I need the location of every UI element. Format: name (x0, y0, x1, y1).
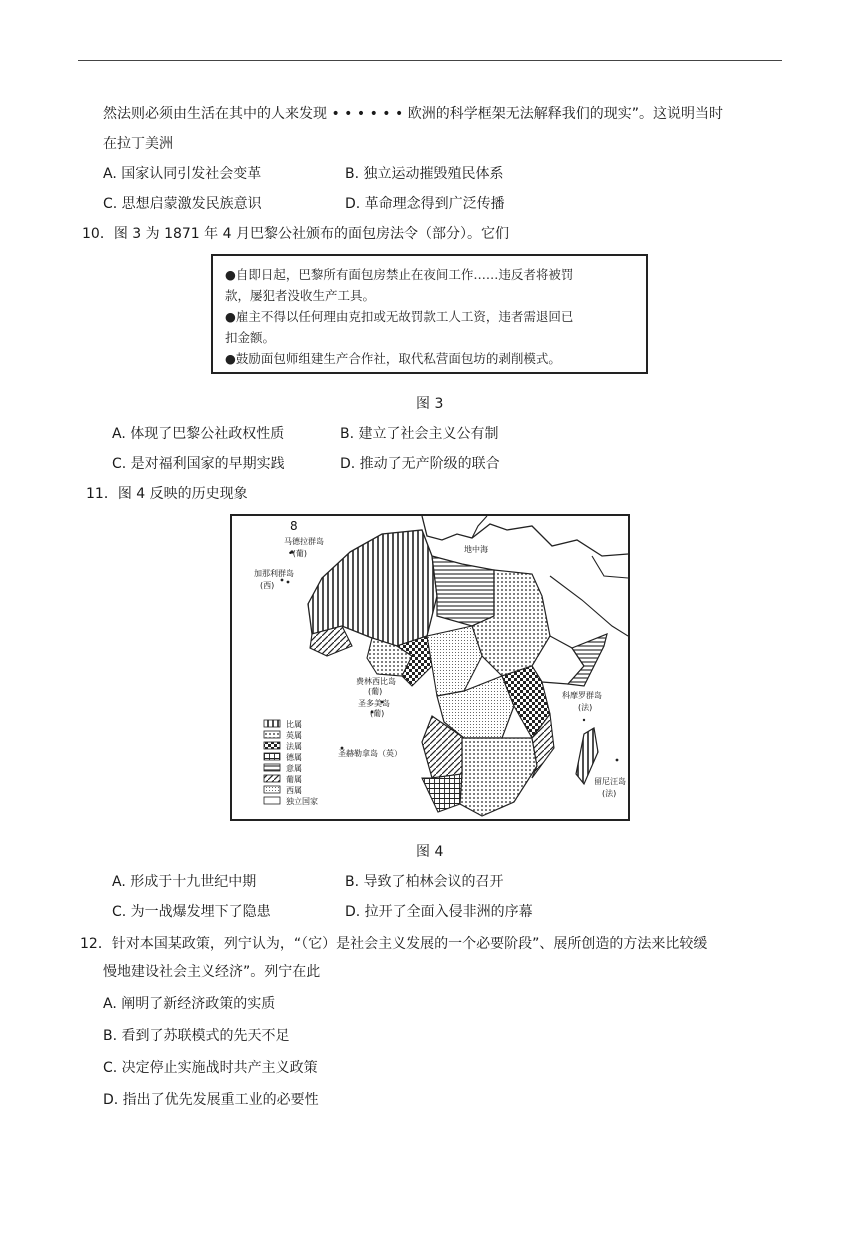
europe-coastline (422, 516, 628, 556)
label-comoros-owner: (法) (578, 703, 593, 712)
label-st-helena: 圣赫勒拿岛（英） (338, 749, 402, 758)
q9-option-b[interactable]: B. 独立运动摧毁殖民体系 (345, 166, 504, 182)
q9-option-a[interactable]: A. 国家认同引发社会变革 (103, 166, 262, 182)
decree-line: ●自即日起，巴黎所有面包房禁止在夜间工作……违反者将被罚 (225, 267, 574, 282)
q12-option-c[interactable]: C. 决定停止实施战时共产主义政策 (103, 1060, 318, 1076)
decree-line: 扣金额。 (225, 330, 276, 345)
label-sao-tome-owner: (葡) (370, 709, 385, 718)
label-canary: 加那利群岛 (254, 569, 294, 578)
legend-label: 英属 (286, 731, 302, 740)
label-reunion-owner: (法) (602, 789, 617, 798)
q12-option-b[interactable]: B. 看到了苏联模式的先天不足 (103, 1028, 290, 1044)
label-madeira-owner: •(葡) (288, 549, 307, 558)
q10-option-c[interactable]: C. 是对福利国家的早期实践 (112, 456, 285, 472)
label-reunion: 留尼汪岛 (594, 777, 626, 786)
header-rule (78, 60, 782, 61)
region-british-south (460, 738, 537, 816)
q9-option-c[interactable]: C. 思想启蒙激发民族意识 (103, 196, 262, 212)
q10-option-d[interactable]: D. 推动了无产阶级的联合 (340, 456, 500, 472)
legend-label: 德属 (286, 753, 302, 762)
q9-option-d[interactable]: D. 革命理念得到广泛传播 (345, 196, 505, 212)
label-comoros: 科摩罗群岛 (562, 691, 602, 700)
region-german-southwest (422, 774, 462, 812)
q9-stem-line1: 然法则必须由生活在其中的人来发现 • • • • • • 欧洲的科学框架无法解释我们的现实”。这说明当时 (103, 106, 723, 122)
decree-line: 款，屡犯者没收生产工具。 (225, 288, 376, 303)
q11-option-b[interactable]: B. 导致了柏林会议的召开 (345, 874, 504, 890)
label-madeira: 马德拉群岛 (284, 537, 324, 546)
legend-label: 独立国家 (286, 797, 318, 806)
q9-stem-line2: 在拉丁美洲 (103, 136, 173, 152)
q10-stem: 10．图 3 为 1871 年 4 月巴黎公社颁布的面包房法令（部分）。它们 (82, 226, 509, 242)
legend-label: 意属 (286, 764, 302, 773)
label-canary-owner: (西) (260, 581, 275, 590)
label-sao-tome: 圣多美岛 (358, 699, 390, 708)
q10-option-b[interactable]: B. 建立了社会主义公有制 (340, 426, 499, 442)
map-legend (264, 719, 318, 806)
region-madagascar (576, 728, 598, 784)
q11-option-c[interactable]: C. 为一战爆发埋下了隐患 (112, 904, 271, 920)
q10-option-a[interactable]: A. 体现了巴黎公社政权性质 (112, 426, 285, 442)
region-french-west (308, 530, 437, 646)
region-italian-north (432, 556, 494, 626)
decree-figure (211, 254, 648, 374)
legend-label: 比属 (286, 720, 302, 729)
decree-line: ●鼓励面包师组建生产合作社，取代私营面包坊的剥削模式。 (225, 351, 561, 366)
q11-stem: 11．图 4 反映的历史现象 (86, 486, 248, 502)
region-french-equatorial (427, 626, 482, 696)
figure-3-caption: 图 3 (416, 396, 444, 412)
label-mediterranean: 地中海 (464, 545, 488, 554)
q11-option-a[interactable]: A. 形成于十九世纪中期 (112, 874, 257, 890)
legend-label: 法属 (286, 742, 302, 751)
q12-stem-line2: 慢地建设社会主义经济”。列宁在此 (103, 964, 321, 980)
africa-colonial-map (230, 514, 630, 821)
q12-option-a[interactable]: A. 阐明了新经济政策的实质 (103, 996, 276, 1012)
figure-4-caption: 图 4 (416, 844, 444, 860)
legend-label: 葡属 (286, 775, 302, 784)
q12-option-d[interactable]: D. 指出了优先发展重工业的必要性 (103, 1092, 319, 1108)
label-north-mark: 8 (290, 519, 298, 533)
q11-option-d[interactable]: D. 拉开了全面入侵非洲的序幕 (345, 904, 533, 920)
label-fernando-owner: (葡) (368, 687, 383, 696)
label-fernando: 费林西比岛 (356, 677, 396, 686)
legend-label: 西属 (286, 786, 302, 795)
q12-stem-line1: 12．针对本国某政策，列宁认为，“（它）是社会主义发展的一个必要阶段”、展所创造的方法来比较缓 (80, 936, 708, 952)
decree-line: ●雇主不得以任何理由克扣或无故罚款工人工资，违者需退回已 (225, 309, 574, 324)
